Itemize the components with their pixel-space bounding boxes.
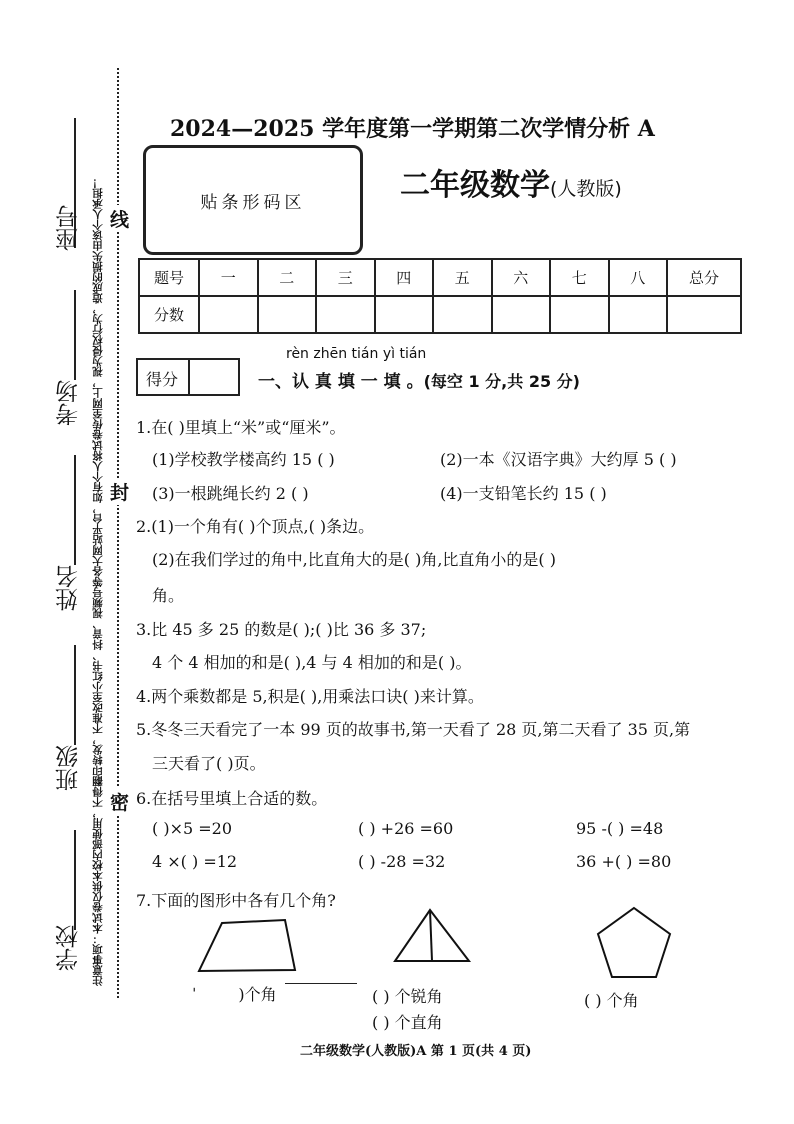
q1-item-3: (3)一根跳绳长约 2 ( )	[152, 484, 309, 503]
score-header-cell: 一	[199, 259, 258, 296]
score-cell[interactable]	[667, 296, 741, 333]
q3-line-2: 4 个 4 相加的和是( ),4 与 4 相加的和是( )。	[152, 653, 472, 672]
score-cell[interactable]	[550, 296, 609, 333]
q3-line-1: 3.比 45 多 25 的数是( );( )比 36 多 37;	[136, 620, 427, 639]
seal-char-secret: 密	[110, 788, 129, 815]
score-header-cell: 三	[316, 259, 375, 296]
section-pinyin: rèn zhēn tián yì tián	[286, 346, 427, 362]
name-underline	[74, 455, 76, 565]
score-table-row	[139, 296, 741, 333]
q6-item: 4 ×( ) =12	[152, 852, 238, 871]
page-footer: 二年级数学(人教版)A 第 1 页(共 4 页)	[300, 1044, 532, 1059]
q6-stem: 6.在括号里填上合适的数。	[136, 789, 328, 808]
subject-name: 二年级数学	[400, 168, 550, 203]
room-label: 考场	[56, 380, 82, 426]
q6-item: ( ) +26 =60	[358, 819, 454, 838]
school-underline	[74, 830, 76, 930]
score-header-cell: 七	[550, 259, 609, 296]
q7-shapes	[195, 905, 755, 985]
quadrilateral-shape	[199, 920, 295, 971]
q7-answer-3: ( ) 个角	[584, 991, 639, 1010]
class-underline	[74, 645, 76, 745]
barcode-area	[143, 145, 363, 255]
score-header-cell: 四	[375, 259, 434, 296]
score-header-cell: 总分	[667, 259, 741, 296]
score-cell[interactable]	[609, 296, 668, 333]
triangle-divider-line	[430, 910, 432, 961]
q1-item-4: (4)一支铅笔长约 15 ( )	[440, 484, 607, 503]
score-cell[interactable]	[316, 296, 375, 333]
score-header-cell: 二	[258, 259, 317, 296]
q1-item-1: (1)学校教学楼高约 15 ( )	[152, 450, 335, 469]
q6-item: 36 +( ) =80	[576, 852, 672, 871]
score-cell[interactable]	[199, 296, 258, 333]
school-label: 学校	[56, 925, 82, 971]
score-header-cell: 八	[609, 259, 668, 296]
q1-item-2: (2)一本《汉语字典》大约厚 5 ( )	[440, 450, 677, 469]
margin-notice: 注意事项：本试卷仅供本校内部使用，不得翻印转发，不准改至小红书、抖音、视频号等各大网站平台，如有个人将试卷传至网上，视为侵权行为，造成的损失由该个人承担！	[92, 177, 104, 986]
q6-item: ( )×5 =20	[152, 819, 233, 838]
q5-line-1: 5.冬冬三天看完了一本 99 页的故事书,第一天看了 28 页,第二天看了 35 页,第	[136, 720, 691, 739]
score-header-cell: 题号	[139, 259, 199, 296]
section-score-label: 得分	[146, 370, 179, 389]
subject-title	[400, 160, 622, 204]
section-score-box	[136, 358, 240, 396]
q7-answer-1-text: )个角	[238, 985, 277, 1004]
seat-label: 座号	[56, 205, 82, 251]
room-underline	[74, 290, 76, 380]
q7-answer-1: ˈ )个角	[192, 985, 277, 1004]
section-heading	[258, 367, 580, 392]
q1-stem: 1.在( )里填上“米”或“厘米”。	[136, 418, 346, 437]
q6-item: 95 -( ) =48	[576, 819, 664, 838]
q7-divider-line	[285, 983, 357, 984]
class-label: 班级	[56, 745, 82, 791]
q2-part-2: (2)在我们学过的角中,比直角大的是( )角,比直角小的是( )	[152, 550, 556, 569]
score-table-header-row	[139, 259, 741, 296]
q7-stem: 7.下面的图形中各有几个角?	[136, 891, 336, 910]
score-table	[138, 258, 742, 334]
q2-part-1: 2.(1)一个角有( )个顶点,( )条边。	[136, 517, 375, 536]
score-cell[interactable]	[492, 296, 551, 333]
score-cell[interactable]	[375, 296, 434, 333]
score-header-cell: 五	[433, 259, 492, 296]
q6-item: ( ) -28 =32	[358, 852, 446, 871]
section-points-note: (每空 1 分,共 25 分)	[423, 372, 580, 391]
q2-part-2-end: 角。	[152, 586, 185, 605]
name-label: 姓名	[56, 565, 82, 611]
edition-label: (人教版)	[550, 178, 622, 200]
score-cell[interactable]	[433, 296, 492, 333]
seal-char-line: 线	[110, 205, 129, 232]
score-row-label: 分数	[139, 296, 199, 333]
seal-char-seal: 封	[110, 478, 129, 505]
score-cell[interactable]	[258, 296, 317, 333]
q7-answer-2a: ( ) 个锐角	[372, 987, 443, 1006]
q4: 4.两个乘数都是 5,积是( ),用乘法口诀( )来计算。	[136, 687, 484, 706]
section-heading-text: 一、认 真 填 一 填 。	[258, 372, 424, 392]
pentagon-shape	[598, 908, 670, 977]
exam-title: 2024—2025 学年度第一学期第二次学情分析 A	[170, 116, 655, 142]
score-header-cell: 六	[492, 259, 551, 296]
barcode-label: 贴条形码区	[200, 193, 306, 213]
q5-line-2: 三天看了( )页。	[152, 754, 266, 773]
q7-answer-2b: ( ) 个直角	[372, 1013, 443, 1032]
